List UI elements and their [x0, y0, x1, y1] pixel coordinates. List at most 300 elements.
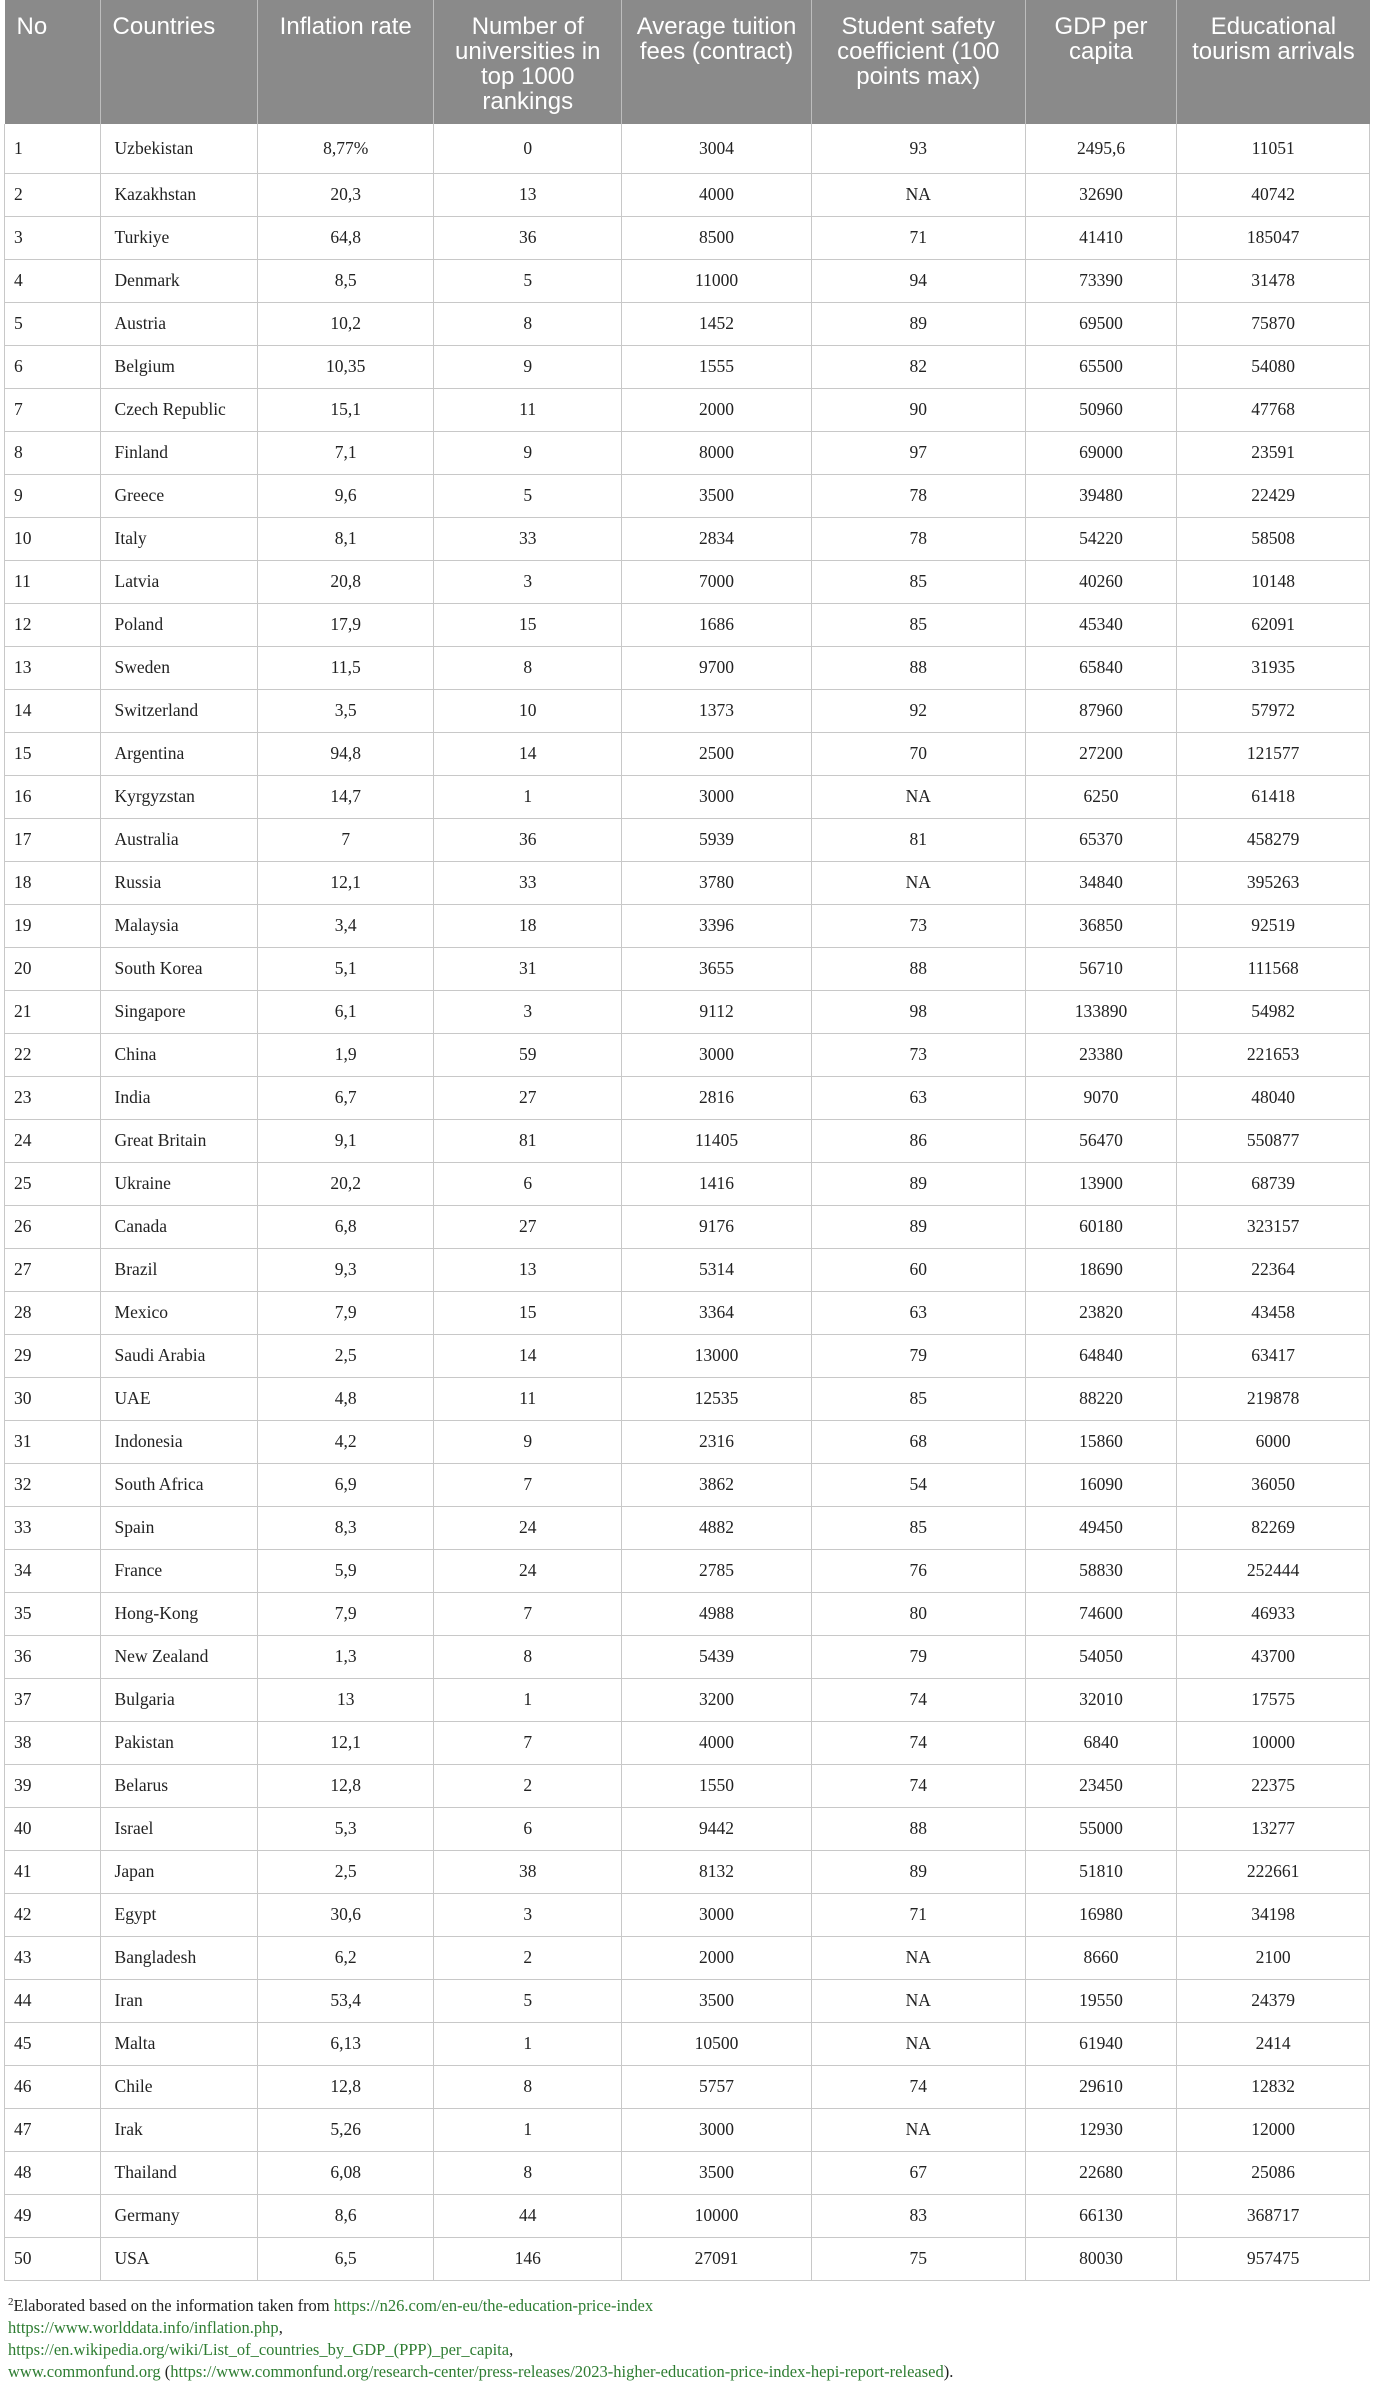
table-row	[5, 818, 1370, 861]
cell-universities-top-1000: 3	[434, 1893, 622, 1936]
cell-tourism-arrivals: 68739	[1177, 1162, 1370, 1205]
cell-gdp-per-capita: 65370	[1025, 818, 1177, 861]
footnote-line-1	[8, 2291, 1372, 2317]
cell-universities-top-1000: 3	[434, 560, 622, 603]
cell-safety-coefficient: 60	[811, 1248, 1025, 1291]
cell-gdp-per-capita: 74600	[1025, 1592, 1177, 1635]
cell-no: 45	[5, 2022, 101, 2065]
table-row	[5, 1592, 1370, 1635]
cell-tourism-arrivals: 395263	[1177, 861, 1370, 904]
table-row	[5, 2237, 1370, 2280]
cell-gdp-per-capita: 36850	[1025, 904, 1177, 947]
cell-inflation-rate: 20,3	[258, 173, 434, 216]
cell-country: Turkiye	[100, 216, 258, 259]
cell-tourism-arrivals: 31478	[1177, 259, 1370, 302]
cell-no: 19	[5, 904, 101, 947]
cell-universities-top-1000: 3	[434, 990, 622, 1033]
cell-universities-top-1000: 36	[434, 818, 622, 861]
cell-universities-top-1000: 33	[434, 517, 622, 560]
cell-tuition-fees: 3000	[622, 1033, 812, 1076]
cell-gdp-per-capita: 18690	[1025, 1248, 1177, 1291]
cell-country: Denmark	[100, 259, 258, 302]
table-row	[5, 1850, 1370, 1893]
cell-country: Austria	[100, 302, 258, 345]
cell-tourism-arrivals: 17575	[1177, 1678, 1370, 1721]
cell-inflation-rate: 7	[258, 818, 434, 861]
cell-inflation-rate: 12,8	[258, 2065, 434, 2108]
cell-inflation-rate: 30,6	[258, 1893, 434, 1936]
cell-no: 50	[5, 2237, 101, 2280]
table-row	[5, 2065, 1370, 2108]
cell-gdp-per-capita: 12930	[1025, 2108, 1177, 2151]
cell-no: 46	[5, 2065, 101, 2108]
cell-gdp-per-capita: 133890	[1025, 990, 1177, 1033]
cell-universities-top-1000: 1	[434, 1678, 622, 1721]
cell-country: Malaysia	[100, 904, 258, 947]
cell-no: 16	[5, 775, 101, 818]
cell-no: 1	[5, 124, 101, 173]
table-row	[5, 904, 1370, 947]
cell-country: New Zealand	[100, 1635, 258, 1678]
cell-tuition-fees: 3004	[622, 124, 812, 173]
cell-safety-coefficient: 71	[811, 1893, 1025, 1936]
cell-tourism-arrivals: 43458	[1177, 1291, 1370, 1334]
cell-tourism-arrivals: 22375	[1177, 1764, 1370, 1807]
cell-no: 8	[5, 431, 101, 474]
cell-gdp-per-capita: 51810	[1025, 1850, 1177, 1893]
cell-universities-top-1000: 24	[434, 1549, 622, 1592]
cell-tuition-fees: 8000	[622, 431, 812, 474]
cell-inflation-rate: 8,1	[258, 517, 434, 560]
header-safety-coefficient: Student safety coefficient (100 points max)	[811, 0, 1025, 124]
cell-inflation-rate: 20,8	[258, 560, 434, 603]
cell-gdp-per-capita: 22680	[1025, 2151, 1177, 2194]
cell-country: USA	[100, 2237, 258, 2280]
cell-inflation-rate: 9,1	[258, 1119, 434, 1162]
cell-tourism-arrivals: 2100	[1177, 1936, 1370, 1979]
cell-tuition-fees: 4000	[622, 173, 812, 216]
cell-no: 34	[5, 1549, 101, 1592]
cell-no: 3	[5, 216, 101, 259]
cell-no: 32	[5, 1463, 101, 1506]
cell-safety-coefficient: 81	[811, 818, 1025, 861]
cell-tourism-arrivals: 25086	[1177, 2151, 1370, 2194]
cell-no: 42	[5, 1893, 101, 1936]
cell-tuition-fees: 2500	[622, 732, 812, 775]
cell-gdp-per-capita: 39480	[1025, 474, 1177, 517]
cell-safety-coefficient: NA	[811, 2022, 1025, 2065]
cell-gdp-per-capita: 34840	[1025, 861, 1177, 904]
cell-universities-top-1000: 24	[434, 1506, 622, 1549]
cell-country: Canada	[100, 1205, 258, 1248]
cell-tuition-fees: 3500	[622, 2151, 812, 2194]
cell-gdp-per-capita: 50960	[1025, 388, 1177, 431]
cell-inflation-rate: 5,1	[258, 947, 434, 990]
cell-tuition-fees: 9176	[622, 1205, 812, 1248]
header-tourism-arrivals: Educational tourism arrivals	[1177, 0, 1370, 124]
table-row	[5, 1549, 1370, 1592]
cell-universities-top-1000: 27	[434, 1076, 622, 1119]
cell-tourism-arrivals: 46933	[1177, 1592, 1370, 1635]
cell-tuition-fees: 5314	[622, 1248, 812, 1291]
cell-gdp-per-capita: 32690	[1025, 173, 1177, 216]
table-row	[5, 1936, 1370, 1979]
cell-no: 20	[5, 947, 101, 990]
cell-inflation-rate: 5,26	[258, 2108, 434, 2151]
cell-no: 39	[5, 1764, 101, 1807]
cell-safety-coefficient: 88	[811, 947, 1025, 990]
cell-safety-coefficient: NA	[811, 2108, 1025, 2151]
cell-no: 41	[5, 1850, 101, 1893]
cell-inflation-rate: 4,2	[258, 1420, 434, 1463]
cell-safety-coefficient: 86	[811, 1119, 1025, 1162]
cell-inflation-rate: 5,3	[258, 1807, 434, 1850]
footnote	[4, 2281, 1372, 2383]
cell-country: Bangladesh	[100, 1936, 258, 1979]
cell-tourism-arrivals: 219878	[1177, 1377, 1370, 1420]
cell-country: Finland	[100, 431, 258, 474]
cell-universities-top-1000: 5	[434, 1979, 622, 2022]
cell-tuition-fees: 3780	[622, 861, 812, 904]
cell-universities-top-1000: 14	[434, 732, 622, 775]
footnote-sep-2: ,	[278, 2317, 283, 2337]
cell-tourism-arrivals: 368717	[1177, 2194, 1370, 2237]
footnote-open-paren: (	[160, 2361, 171, 2381]
cell-safety-coefficient: 94	[811, 259, 1025, 302]
cell-universities-top-1000: 10	[434, 689, 622, 732]
cell-country: Indonesia	[100, 1420, 258, 1463]
cell-universities-top-1000: 15	[434, 603, 622, 646]
cell-safety-coefficient: 93	[811, 124, 1025, 173]
table-row	[5, 474, 1370, 517]
cell-tourism-arrivals: 22429	[1177, 474, 1370, 517]
cell-no: 23	[5, 1076, 101, 1119]
cell-inflation-rate: 6,5	[258, 2237, 434, 2280]
cell-universities-top-1000: 59	[434, 1033, 622, 1076]
cell-tuition-fees: 5439	[622, 1635, 812, 1678]
cell-inflation-rate: 53,4	[258, 1979, 434, 2022]
cell-no: 47	[5, 2108, 101, 2151]
cell-universities-top-1000: 36	[434, 216, 622, 259]
table-row	[5, 1248, 1370, 1291]
footnote-link-wikipedia[interactable]: https://en.wikipedia.org/wiki/List_of_countries_by_GDP_(PPP)_per_capita	[8, 2339, 510, 2359]
cell-safety-coefficient: NA	[811, 775, 1025, 818]
cell-country: Kazakhstan	[100, 173, 258, 216]
cell-inflation-rate: 8,77%	[258, 124, 434, 173]
cell-tuition-fees: 3000	[622, 2108, 812, 2151]
table-row	[5, 124, 1370, 173]
cell-safety-coefficient: 89	[811, 1162, 1025, 1205]
cell-safety-coefficient: 70	[811, 732, 1025, 775]
cell-tourism-arrivals: 82269	[1177, 1506, 1370, 1549]
cell-tourism-arrivals: 10000	[1177, 1721, 1370, 1764]
cell-universities-top-1000: 146	[434, 2237, 622, 2280]
cell-tourism-arrivals: 185047	[1177, 216, 1370, 259]
cell-tourism-arrivals: 550877	[1177, 1119, 1370, 1162]
cell-tuition-fees: 3500	[622, 474, 812, 517]
cell-universities-top-1000: 8	[434, 2151, 622, 2194]
cell-universities-top-1000: 7	[434, 1592, 622, 1635]
cell-country: South Africa	[100, 1463, 258, 1506]
cell-country: Chile	[100, 2065, 258, 2108]
cell-inflation-rate: 10,2	[258, 302, 434, 345]
cell-inflation-rate: 94,8	[258, 732, 434, 775]
cell-tourism-arrivals: 47768	[1177, 388, 1370, 431]
cell-universities-top-1000: 5	[434, 474, 622, 517]
footnote-link-commonfund-report[interactable]: https://www.commonfund.org/research-center/press-releases/2023-higher-education-price-index-hepi-report-released	[170, 2361, 944, 2381]
cell-inflation-rate: 12,1	[258, 1721, 434, 1764]
cell-inflation-rate: 12,8	[258, 1764, 434, 1807]
cell-universities-top-1000: 9	[434, 1420, 622, 1463]
cell-tourism-arrivals: 957475	[1177, 2237, 1370, 2280]
footnote-link-worlddata[interactable]: https://www.worlddata.info/inflation.php	[8, 2317, 279, 2337]
cell-safety-coefficient: NA	[811, 1936, 1025, 1979]
cell-safety-coefficient: 92	[811, 689, 1025, 732]
cell-country: Poland	[100, 603, 258, 646]
cell-gdp-per-capita: 23820	[1025, 1291, 1177, 1334]
cell-tourism-arrivals: 121577	[1177, 732, 1370, 775]
cell-no: 36	[5, 1635, 101, 1678]
cell-tourism-arrivals: 57972	[1177, 689, 1370, 732]
cell-no: 15	[5, 732, 101, 775]
table-row	[5, 302, 1370, 345]
cell-inflation-rate: 8,6	[258, 2194, 434, 2237]
cell-tourism-arrivals: 10148	[1177, 560, 1370, 603]
cell-gdp-per-capita: 16090	[1025, 1463, 1177, 1506]
cell-tuition-fees: 11000	[622, 259, 812, 302]
cell-tuition-fees: 11405	[622, 1119, 812, 1162]
cell-no: 22	[5, 1033, 101, 1076]
table-row	[5, 1764, 1370, 1807]
cell-tourism-arrivals: 62091	[1177, 603, 1370, 646]
cell-country: Egypt	[100, 1893, 258, 1936]
cell-universities-top-1000: 8	[434, 302, 622, 345]
cell-gdp-per-capita: 73390	[1025, 259, 1177, 302]
cell-universities-top-1000: 1	[434, 775, 622, 818]
table-row	[5, 861, 1370, 904]
cell-universities-top-1000: 9	[434, 345, 622, 388]
cell-inflation-rate: 6,1	[258, 990, 434, 1033]
cell-universities-top-1000: 15	[434, 1291, 622, 1334]
cell-inflation-rate: 14,7	[258, 775, 434, 818]
footnote-intro: Elaborated based on the information taken from	[13, 2295, 334, 2315]
cell-country: Germany	[100, 2194, 258, 2237]
table-row	[5, 2151, 1370, 2194]
cell-tuition-fees: 3396	[622, 904, 812, 947]
cell-safety-coefficient: 74	[811, 1764, 1025, 1807]
cell-universities-top-1000: 2	[434, 1764, 622, 1807]
cell-gdp-per-capita: 66130	[1025, 2194, 1177, 2237]
cell-gdp-per-capita: 69500	[1025, 302, 1177, 345]
table-row	[5, 2108, 1370, 2151]
cell-gdp-per-capita: 19550	[1025, 1979, 1177, 2022]
cell-safety-coefficient: 98	[811, 990, 1025, 1033]
footnote-marker: 2	[8, 2295, 14, 2308]
header-row	[5, 0, 1370, 124]
header-country: Countries	[100, 0, 258, 124]
cell-tuition-fees: 7000	[622, 560, 812, 603]
cell-no: 44	[5, 1979, 101, 2022]
footnote-close: ).	[943, 2361, 954, 2381]
cell-safety-coefficient: 74	[811, 1678, 1025, 1721]
cell-no: 29	[5, 1334, 101, 1377]
table-row	[5, 1678, 1370, 1721]
cell-no: 27	[5, 1248, 101, 1291]
cell-inflation-rate: 17,9	[258, 603, 434, 646]
cell-tuition-fees: 2785	[622, 1549, 812, 1592]
cell-tuition-fees: 3862	[622, 1463, 812, 1506]
cell-universities-top-1000: 38	[434, 1850, 622, 1893]
header-universities-top-1000: Number of universities in top 1000 rankings	[434, 0, 622, 124]
table-row	[5, 345, 1370, 388]
cell-no: 11	[5, 560, 101, 603]
cell-universities-top-1000: 13	[434, 173, 622, 216]
cell-inflation-rate: 9,3	[258, 1248, 434, 1291]
cell-tourism-arrivals: 323157	[1177, 1205, 1370, 1248]
table-row	[5, 775, 1370, 818]
footnote-sep-3: ,	[509, 2339, 514, 2359]
cell-no: 49	[5, 2194, 101, 2237]
cell-tourism-arrivals: 31935	[1177, 646, 1370, 689]
table-row	[5, 1463, 1370, 1506]
cell-gdp-per-capita: 40260	[1025, 560, 1177, 603]
footnote-line-3	[8, 2339, 1372, 2361]
cell-universities-top-1000: 8	[434, 1635, 622, 1678]
table-row	[5, 216, 1370, 259]
cell-safety-coefficient: 82	[811, 345, 1025, 388]
cell-inflation-rate: 8,3	[258, 1506, 434, 1549]
cell-safety-coefficient: NA	[811, 861, 1025, 904]
cell-country: Belarus	[100, 1764, 258, 1807]
table-row	[5, 259, 1370, 302]
cell-country: Brazil	[100, 1248, 258, 1291]
cell-inflation-rate: 9,6	[258, 474, 434, 517]
cell-safety-coefficient: 75	[811, 2237, 1025, 2280]
cell-tourism-arrivals: 23591	[1177, 431, 1370, 474]
cell-universities-top-1000: 11	[434, 388, 622, 431]
cell-tourism-arrivals: 12832	[1177, 2065, 1370, 2108]
cell-no: 13	[5, 646, 101, 689]
cell-gdp-per-capita: 65500	[1025, 345, 1177, 388]
table-row	[5, 603, 1370, 646]
cell-country: Switzerland	[100, 689, 258, 732]
cell-universities-top-1000: 0	[434, 124, 622, 173]
cell-tuition-fees: 2834	[622, 517, 812, 560]
cell-tourism-arrivals: 221653	[1177, 1033, 1370, 1076]
cell-safety-coefficient: 79	[811, 1635, 1025, 1678]
cell-no: 14	[5, 689, 101, 732]
cell-no: 37	[5, 1678, 101, 1721]
cell-safety-coefficient: 85	[811, 603, 1025, 646]
cell-gdp-per-capita: 29610	[1025, 2065, 1177, 2108]
cell-safety-coefficient: 63	[811, 1076, 1025, 1119]
footnote-line-2	[8, 2317, 1372, 2339]
cell-country: Latvia	[100, 560, 258, 603]
cell-inflation-rate: 8,5	[258, 259, 434, 302]
header-no: No	[5, 0, 101, 124]
cell-inflation-rate: 7,9	[258, 1291, 434, 1334]
table-row	[5, 388, 1370, 431]
table-row	[5, 517, 1370, 560]
cell-gdp-per-capita: 6840	[1025, 1721, 1177, 1764]
table-body	[5, 124, 1370, 2280]
cell-gdp-per-capita: 61940	[1025, 2022, 1177, 2065]
table-row	[5, 947, 1370, 990]
table-row	[5, 1377, 1370, 1420]
cell-tuition-fees: 2316	[622, 1420, 812, 1463]
cell-tourism-arrivals: 6000	[1177, 1420, 1370, 1463]
cell-country: Saudi Arabia	[100, 1334, 258, 1377]
table-row	[5, 1420, 1370, 1463]
footnote-link-n26[interactable]: https://n26.com/en-eu/the-education-price-index	[333, 2295, 654, 2315]
cell-inflation-rate: 11,5	[258, 646, 434, 689]
cell-country: Belgium	[100, 345, 258, 388]
cell-universities-top-1000: 31	[434, 947, 622, 990]
table-row	[5, 431, 1370, 474]
table-row	[5, 689, 1370, 732]
cell-country: Great Britain	[100, 1119, 258, 1162]
cell-tuition-fees: 1452	[622, 302, 812, 345]
cell-gdp-per-capita: 32010	[1025, 1678, 1177, 1721]
cell-gdp-per-capita: 13900	[1025, 1162, 1177, 1205]
cell-country: Russia	[100, 861, 258, 904]
cell-safety-coefficient: 71	[811, 216, 1025, 259]
cell-tourism-arrivals: 24379	[1177, 1979, 1370, 2022]
cell-safety-coefficient: 89	[811, 1850, 1025, 1893]
cell-safety-coefficient: 78	[811, 517, 1025, 560]
cell-safety-coefficient: 68	[811, 1420, 1025, 1463]
cell-universities-top-1000: 5	[434, 259, 622, 302]
cell-universities-top-1000: 33	[434, 861, 622, 904]
cell-safety-coefficient: 80	[811, 1592, 1025, 1635]
cell-tuition-fees: 9442	[622, 1807, 812, 1850]
cell-no: 12	[5, 603, 101, 646]
cell-tuition-fees: 1555	[622, 345, 812, 388]
table-header	[5, 0, 1370, 124]
cell-safety-coefficient: 83	[811, 2194, 1025, 2237]
table-row	[5, 1635, 1370, 1678]
cell-inflation-rate: 6,08	[258, 2151, 434, 2194]
cell-gdp-per-capita: 16980	[1025, 1893, 1177, 1936]
cell-no: 48	[5, 2151, 101, 2194]
cell-tuition-fees: 4988	[622, 1592, 812, 1635]
cell-tourism-arrivals: 40742	[1177, 173, 1370, 216]
cell-universities-top-1000: 44	[434, 2194, 622, 2237]
cell-inflation-rate: 15,1	[258, 388, 434, 431]
cell-safety-coefficient: 89	[811, 1205, 1025, 1248]
table-row	[5, 1979, 1370, 2022]
cell-country: France	[100, 1549, 258, 1592]
cell-universities-top-1000: 13	[434, 1248, 622, 1291]
cell-universities-top-1000: 1	[434, 2108, 622, 2151]
cell-tourism-arrivals: 48040	[1177, 1076, 1370, 1119]
cell-gdp-per-capita: 87960	[1025, 689, 1177, 732]
cell-tuition-fees: 3655	[622, 947, 812, 990]
cell-tuition-fees: 3000	[622, 775, 812, 818]
cell-country: Sweden	[100, 646, 258, 689]
footnote-link-commonfund[interactable]: www.commonfund.org	[8, 2361, 161, 2381]
cell-gdp-per-capita: 41410	[1025, 216, 1177, 259]
table-row	[5, 646, 1370, 689]
cell-tuition-fees: 1373	[622, 689, 812, 732]
cell-safety-coefficient: 85	[811, 1377, 1025, 1420]
cell-tourism-arrivals: 13277	[1177, 1807, 1370, 1850]
cell-gdp-per-capita: 80030	[1025, 2237, 1177, 2280]
table-row	[5, 1721, 1370, 1764]
cell-country: Italy	[100, 517, 258, 560]
table-row	[5, 1119, 1370, 1162]
cell-country: South Korea	[100, 947, 258, 990]
